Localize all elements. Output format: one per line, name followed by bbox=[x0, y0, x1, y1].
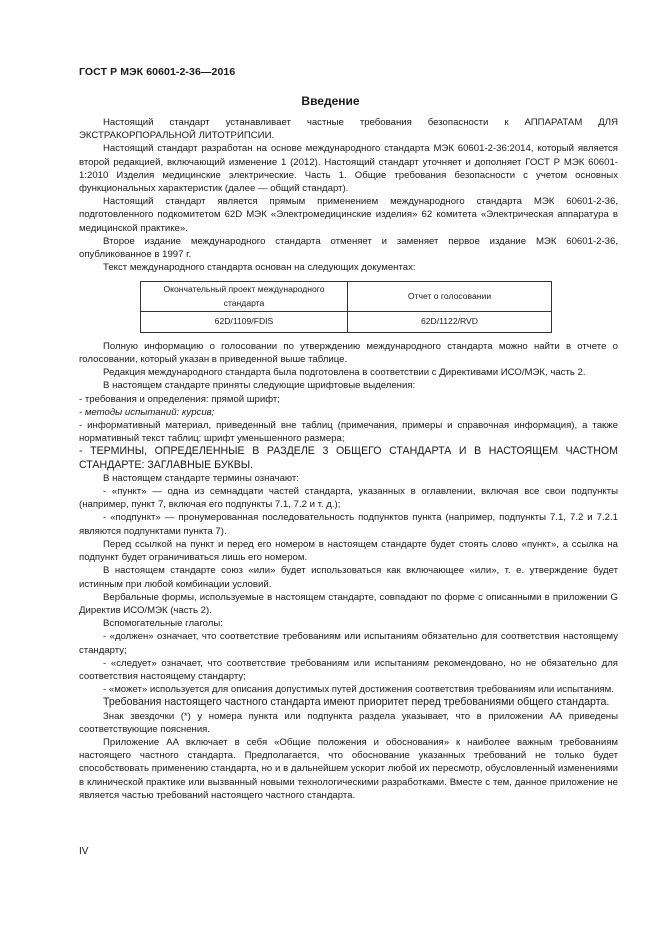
body-paragraph: В настоящем стандарте союз «или» будет использоваться как включающее «или», т. е. утверждение будет истинным при любой комбинации условий. bbox=[79, 565, 618, 590]
table-header-row bbox=[141, 282, 552, 311]
list-item: - «пункт» — одна из семнадцати частей стандарта, указанных в оглавлении, включая все свои подпункты (например, пункт 7, включая его подпункты 7.1, 7.2 и т. д.); bbox=[79, 486, 618, 511]
intro-paragraph: Настоящий стандарт разработан на основе международного стандарта МЭК 60601-2-36:2014, который является второй редакцией, включающий изменение 1 (2012). Настоящий стандарт уточняет и дополняет ГОСТ Р МЭК 60601-1:2010 Изделия медицинские электрические. Часть 1. Общие требования безопасности с учетом основных функциональных характеристик (далее — общий стандарт). bbox=[79, 143, 618, 195]
list-item: - методы испытаний: курсив; bbox=[79, 406, 215, 418]
list-item: - ТЕРМИНЫ, ОПРЕДЕЛЕННЫЕ В РАЗДЕЛЕ 3 ОБЩЕГО СТАНДАРТА И В НАСТОЯЩЕМ ЧАСТНОМ СТАНДАРТЕ: ЗАГЛАВНЫЕ БУКВЫ. bbox=[79, 445, 618, 471]
body-paragraph: В настоящем стандарте термины означают: bbox=[103, 472, 299, 484]
body-paragraph: Вспомогательные глаголы: bbox=[103, 618, 223, 630]
source-documents-table bbox=[140, 281, 552, 332]
body-paragraph: Вербальные формы, используемые в настоящем стандарте, совпадают по форме с описанными в приложении G Директив ИСО/МЭК (часть 2). bbox=[79, 591, 618, 616]
table-cell: 62D/1122/RVD bbox=[347, 311, 551, 332]
list-item: - «подпункт» — пронумерованная последовательность подпунктов пункта (например, подпункты 7.1, 7.2 и 7.2.1 являются подпунктами пункта 7). bbox=[79, 512, 618, 537]
list-item: - «может» используется для описания допустимых путей достижения соответствия требованиям или испытаниям. bbox=[103, 684, 614, 696]
body-paragraph: Требования настоящего частного стандарта имеют приоритет перед требованиями общего стандарта. bbox=[103, 696, 610, 709]
body-paragraph: Перед ссылкой на пункт и перед его номером в настоящем стандарте будет стоять слово «пункт», а ссылка на подпункт будет ограничиваться лишь его номером. bbox=[79, 538, 618, 564]
list-item: - «должен» означает, что соответствие требованиям или испытаниям обязательно для соответствия настоящему стандарту; bbox=[79, 631, 618, 656]
list-item: - «следует» означает, что соответствие требованиям или испытаниям рекомендовано, но не обязательно для соответствия настоящему стандарту; bbox=[79, 657, 618, 682]
body-paragraph: Знак звездочки (*) у номера пункта или подпункта раздела указывает, что в приложении АА приведены соответствующие пояснения. bbox=[79, 710, 618, 735]
list-item: - информативный материал, приведенный вне таблиц (примечания, примеры и справочная информация), а также нормативный текст таблиц: шрифт уменьшенного размера; bbox=[79, 420, 618, 445]
document-header: ГОСТ Р МЭК 60601-2-36—2016 bbox=[79, 66, 236, 78]
table-header-cell: Отчет о голосовании bbox=[347, 282, 551, 311]
intro-paragraph: Второе издание международного стандарта отменяет и заменяет первое издание МЭК 60601-2-36, опубликованное в 1997 г. bbox=[79, 235, 618, 261]
body-paragraph: Полную информацию о голосовании по утверждению международного стандарта можно найти в отчете о голосовании, который указан в приведенной выше таблице. bbox=[79, 340, 618, 366]
document-body bbox=[79, 116, 618, 802]
intro-paragraph: Настоящий стандарт устанавливает частные требования безопасности к АППАРАТАМ ДЛЯ ЭКСТРАКОРПОРАЛЬНОЙ ЛИТОТРИПСИИ. bbox=[79, 117, 618, 142]
intro-paragraph: Текст международного стандарта основан на следующих документах: bbox=[103, 262, 416, 274]
body-paragraph: Редакция международного стандарта была подготовлена в соответствии с Директивами ИСО/МЭК, часть 2. bbox=[103, 367, 586, 379]
page-number: IV bbox=[79, 846, 89, 857]
intro-paragraph: Настоящий стандарт является прямым применением международного стандарта МЭК 60601-2-36, подготовленного подкомитетом 62D МЭК «Электромедицинские изделия» 62 комитета «Электрическая аппаратура в медицинской практике». bbox=[79, 196, 618, 234]
list-item: - требования и определения: прямой шрифт; bbox=[79, 393, 280, 405]
table-row bbox=[141, 311, 552, 332]
body-paragraph: В настоящем стандарте приняты следующие шрифтовые выделения: bbox=[103, 380, 416, 392]
table-cell: 62D/1109/FDIS bbox=[141, 311, 348, 332]
page-title: Введение bbox=[301, 94, 360, 108]
body-paragraph: Приложение АА включает в себя «Общие положения и обоснования» к наиболее важным требованиям настоящего частного стандарта. Предполагается, что обоснование указанных требований не только будет способствовать применению стандарта, но и в дальнейшем ускорит любой их пересмотр, обусловленный изменениями в клинической практике или вызванный новыми технологическими разработками. Вместе с тем, данное приложение не является частью требований настоящего частного стандарта. bbox=[79, 736, 618, 801]
table-header-cell: Окончательный проект международного стандарта bbox=[141, 282, 348, 311]
